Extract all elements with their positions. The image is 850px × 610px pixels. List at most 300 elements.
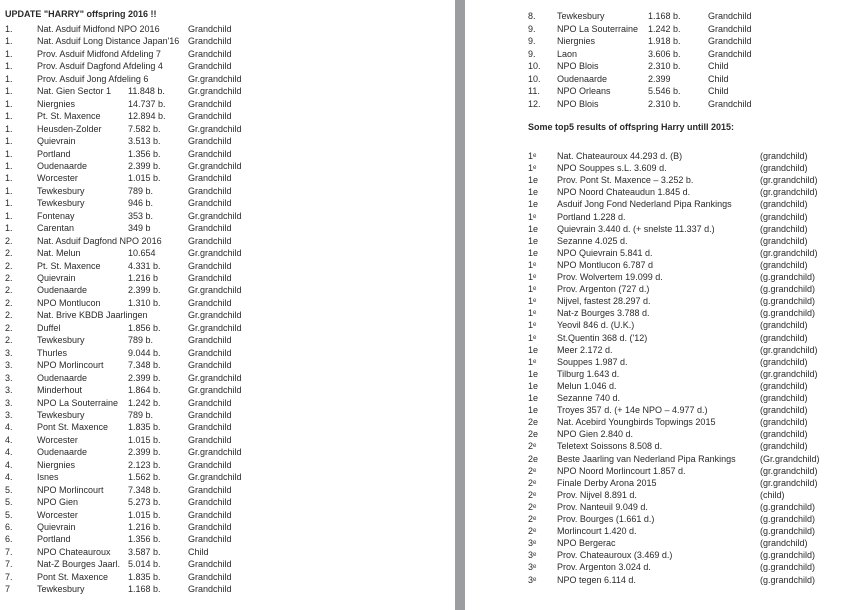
birds-count: 2.399 [648,73,671,84]
race-name: Tewkesbury [37,335,85,346]
birds-count: 2.399 b. [128,447,161,458]
birds-count: 2.399 b. [128,285,161,296]
list-item [0,135,455,147]
race-name: NPO Montlucon [37,297,101,308]
result: Beste Jaarling van Nederland Pipa Rankings [557,453,736,464]
rank: 2e [528,453,539,464]
relation: (gr.grandchild) [760,477,818,488]
rank: 3ᵉ [528,562,537,573]
rank: 3. [5,372,13,383]
relation: Grandchild [188,347,232,358]
relation: (grandchild) [760,320,808,331]
relation: Grandchild [188,148,232,159]
list-item [0,384,455,396]
rank: 1e [528,247,539,258]
rank: 2ᵉ [528,514,537,524]
relation: Gr.grandchild [188,472,242,483]
relation: (Gr.grandchild) [760,453,820,464]
relation: (grandchild) [760,405,808,416]
rank: 6. [5,522,13,532]
relation: (grandchild) [760,223,808,234]
relation: (grandchild) [760,356,808,367]
list-item [0,35,455,47]
relation: Grandchild [188,584,232,595]
relation: (g.grandchild) [760,284,816,295]
race-name: Oudenaarde [37,372,88,383]
relation: Grandchild [188,360,232,371]
result: Morlincourt 1.420 d. [557,526,637,537]
result: Sezanne 740 d. [557,393,621,403]
relation: Gr.grandchild [188,310,242,321]
rank: 1. [5,223,13,234]
relation: (gr.grandchild) [760,368,818,379]
race-name: Quievrain [37,522,76,532]
list-item [0,459,455,471]
relation: Grandchild [188,422,232,433]
relation: Grandchild [708,23,752,34]
list-item [465,223,850,235]
list-item [465,525,850,537]
relation: (g.grandchild) [760,550,816,561]
rank: 1. [5,36,13,47]
birds-count: 7.582 b. [128,123,161,134]
result: Melun 1.046 d. [557,380,617,391]
rank: 10. [528,61,541,71]
rank: 1e [528,199,539,210]
rank: 10. [528,73,541,84]
relation: (child) [760,489,785,500]
list-item [465,477,850,489]
race-name: Tewkesbury [37,584,85,595]
rank: 4. [5,422,13,433]
birds-count: 1.835 b. [128,422,161,433]
race-name: NPO Blois [557,98,599,109]
list-item [465,23,850,35]
relation: Grandchild [188,235,232,246]
rank: 7. [5,546,13,557]
list-item [465,295,850,307]
list-item [0,496,455,508]
birds-count: 2.310 b. [648,61,681,71]
race-name: Oudenaarde [37,447,88,458]
list-item [465,98,850,110]
list-item [465,501,850,513]
rank: 1ᵉ [528,296,537,307]
result: Finale Derby Arona 2015 [557,477,657,488]
relation: Gr.grandchild [188,160,242,171]
list-item [465,174,850,186]
rank: 2. [5,335,13,346]
list-item [465,283,850,295]
list-item [0,334,455,346]
relation: (grandchild) [760,151,808,161]
rank: 2ᵉ [528,441,537,452]
result: Nat-z Bourges 3.788 d. [557,308,650,319]
relation: Grandchild [188,24,232,34]
race-name: Pont St. Maxence [37,422,109,433]
list-item [0,48,455,60]
result: Yeovil 846 d. (U.K.) [557,320,635,331]
rank: 2. [5,285,13,296]
right-page [465,0,850,610]
result: Asduif Jong Fond Nederland Pipa Rankings [557,199,732,210]
race-name: Nat. Asduif Midfond NPO 2016 [37,24,160,34]
list-item [0,197,455,209]
race-name: Carentan [37,223,75,234]
race-name: Niergnies [557,36,596,46]
rank: 3. [5,360,13,371]
rank: 2ᵉ [528,501,537,512]
result: Teletext Soissons 8.508 d. [557,441,663,452]
relation: (grandchild) [760,538,808,549]
relation: (g.grandchild) [760,514,816,524]
race-name: Heusden-Zolder [37,123,102,134]
relation: Gr.grandchild [188,86,242,97]
rank: 2e [528,417,539,428]
birds-count: 1.242 b. [128,397,161,408]
list-item [465,211,850,223]
list-item [465,368,850,380]
rank: 1e [528,235,539,246]
relation: (gr.grandchild) [760,247,818,258]
list-item [0,73,455,85]
race-name: Nat. Melun [37,248,81,259]
race-name: Pt. St. Maxence [37,111,101,122]
race-name: Nat. Brive KBDB Jaarlingen [37,310,148,321]
relation: Grandchild [188,559,232,570]
rank: 1. [5,123,13,134]
result: Nat. Acebird Youngbirds Topwings 2015 [557,417,716,428]
birds-count: 1.242 b. [648,23,681,34]
birds-count: 14.737 b. [128,98,166,109]
rank: 2. [5,322,13,333]
list-item [465,537,850,549]
list-item [465,271,850,283]
rank: 9. [528,23,536,34]
list-item [465,235,850,247]
list-item [0,533,455,545]
relation: Child [708,61,729,71]
list-item [0,484,455,496]
list-item [465,380,850,392]
relation: Grandchild [188,534,232,545]
rank: 1ᵉ [528,320,537,331]
list-item [0,185,455,197]
relation: Grandchild [188,185,232,196]
race-name: Quievrain [37,273,76,283]
race-name: NPO Gien [37,497,79,508]
list-item [465,73,850,85]
race-name: NPO Morlincourt [37,484,104,495]
relation: (grandchild) [760,393,808,403]
relation: (gr.grandchild) [760,344,818,355]
list-item [465,85,850,97]
relation: Gr.grandchild [188,385,242,396]
rank: 2. [5,310,13,321]
rank: 11. [528,86,540,96]
rank: 3. [5,347,13,358]
birds-count: 1.216 b. [128,522,161,532]
birds-count: 12.894 b. [128,111,166,122]
relation: Grandchild [188,48,232,59]
relation: Gr.grandchild [188,248,242,259]
relation: (grandchild) [760,259,808,270]
relation: Grandchild [188,111,232,122]
rank: 1. [5,185,13,196]
list-item [465,186,850,198]
list-item [465,549,850,561]
relation: Grandchild [188,397,232,408]
result: NPO Bergerac [557,538,616,549]
result: Prov. Chateauroux (3.469 d.) [557,550,673,561]
list-item [0,309,455,321]
birds-count: 1.168 b. [128,584,161,595]
race-name: NPO Chateauroux [37,546,111,557]
rank: 1. [5,210,13,221]
list-item [0,98,455,110]
relation: (g.grandchild) [760,562,816,573]
rank: 4. [5,434,13,445]
race-name: Nat-Z Bourges Jaarl. [37,559,121,570]
rank: 3. [5,385,13,396]
birds-count: 1.562 b. [128,472,161,483]
result: St.Quentin 368 d. ('12) [557,332,648,343]
relation: Grandchild [188,434,232,445]
rank: 1e [528,393,539,403]
relation: (grandchild) [760,380,808,391]
rank: 4. [5,447,13,458]
birds-count: 9.044 b. [128,347,161,358]
rank: 5. [5,509,13,520]
relation: Grandchild [188,36,232,47]
list-item [465,198,850,210]
rank: 1e [528,405,539,416]
rank: 1. [5,86,13,97]
race-name: Pt. St. Maxence [37,260,101,271]
race-name: Isnes [37,472,59,483]
list-item [0,284,455,296]
relation: Grandchild [708,98,752,109]
relation: Grandchild [188,459,232,470]
list-item [0,272,455,284]
list-item [465,513,850,525]
rank: 2. [5,248,13,259]
rank: 1e [528,368,539,379]
birds-count: 349 b [128,223,151,234]
result: Prov. Bourges (1.661 d.) [557,514,655,524]
relation: Gr.grandchild [188,123,242,134]
result: NPO Gien 2.840 d. [557,429,634,440]
rank: 1. [5,173,13,184]
birds-count: 7.348 b. [128,484,161,495]
rank: 2ᵉ [528,477,537,488]
birds-count: 4.331 b. [128,260,161,271]
birds-count: 1.356 b. [128,534,161,545]
relation: Gr.grandchild [188,447,242,458]
race-name: NPO La Souterraine [37,397,119,408]
race-name: Tewkesbury [37,185,85,196]
list-item [465,150,850,162]
birds-count: 1.310 b. [128,297,161,308]
list-item [0,421,455,433]
relation: (grandchild) [760,332,808,343]
list-item [0,172,455,184]
relation: Grandchild [708,48,752,59]
rank: 1ᵉ [528,308,537,319]
birds-count: 1.864 b. [128,385,161,396]
race-name: NPO Blois [557,61,599,71]
relation: Grandchild [188,61,232,72]
result: NPO Quievrain 5.841 d. [557,247,653,258]
birds-count: 353 b. [128,210,154,221]
rank: 1e [528,187,539,198]
rank: 2. [5,273,13,283]
rank: 2. [5,235,13,246]
list-item [465,404,850,416]
list-item [0,409,455,421]
rank: 12. [528,98,541,109]
list-item [465,440,850,452]
list-item [465,465,850,477]
race-name: Quievrain [37,136,76,147]
relation: (g.grandchild) [760,526,816,537]
race-name: Tewkesbury [37,409,85,420]
rank: 1. [5,48,13,59]
list-item [465,307,850,319]
relation: Grandchild [188,173,232,184]
birds-count: 789 b. [128,335,154,346]
race-name: Oudenaarde [37,285,88,296]
relation: (grandchild) [760,417,808,428]
relation: Grandchild [188,223,232,234]
list-item [465,60,850,72]
birds-count: 11.848 b. [128,86,165,97]
list-item [465,247,850,259]
list-item [465,574,850,586]
birds-count: 1.835 b. [128,571,161,582]
rank: 2ᵉ [528,465,537,476]
relation: Gr.grandchild [188,322,242,333]
birds-count: 3.606 b. [648,48,681,59]
race-name: Niergnies [37,459,76,470]
list-item [0,583,455,595]
birds-count: 3.513 b. [128,136,161,147]
rank: 1ᵉ [528,356,537,367]
list-item [465,356,850,368]
list-item [465,561,850,573]
relation: (grandchild) [760,441,808,452]
birds-count: 1.015 b. [128,434,161,445]
relation: (grandchild) [760,211,808,222]
rank: 1ᵉ [528,332,537,343]
rank: 2e [528,429,539,440]
result: Sezanne 4.025 d. [557,235,628,246]
relation: Grandchild [188,509,232,520]
relation: (g.grandchild) [760,272,816,282]
result: NPO Noord Chateaudun 1.845 d. [557,187,691,198]
race-name: Prov. Asduif Midfond Afdeling 7 [37,48,161,59]
result: Quievrain 3.440 d. (+ snelste 11.337 d.) [557,223,715,234]
rank: 1ᵉ [528,151,537,161]
relation: Grandchild [188,98,232,109]
result: Prov. Wolvertem 19.099 d. [557,272,663,282]
birds-count: 5.546 b. [648,86,681,96]
rank: 1. [5,136,13,147]
relation: Grandchild [708,36,752,46]
rank: 1ᵉ [528,272,537,282]
list-item [0,210,455,222]
race-name: Oudenaarde [557,73,608,84]
relation: Child [188,546,209,557]
race-name: Prov. Asduif Jong Afdeling 6 [37,73,149,84]
list-item [0,110,455,122]
list-item [0,359,455,371]
birds-count: 1.356 b. [128,148,161,159]
birds-count: 1.015 b. [128,173,161,184]
race-name: Nat. Gien Sector 1 [37,86,112,97]
relation: (grandchild) [760,235,808,246]
rank: 3. [5,409,13,420]
race-name: Nat. Asduif Long Distance Japan'16 [37,36,180,47]
relation: Grandchild [188,484,232,495]
list-item [0,222,455,234]
birds-count: 2.399 b. [128,160,161,171]
birds-count: 7.348 b. [128,360,161,371]
list-item [0,23,455,35]
list-item [0,571,455,583]
result: Troyes 357 d. (+ 14e NPO – 4.977 d.) [557,405,708,416]
result: NPO tegen 6.114 d. [557,574,636,585]
relation: Gr.grandchild [188,372,242,383]
rank: 1ᵉ [528,211,537,222]
rank: 7. [5,559,13,570]
relation: (grandchild) [760,199,808,210]
birds-count: 2.310 b. [648,98,681,109]
race-name: NPO Orleans [557,86,611,96]
rank: 1. [5,73,13,84]
list-item [465,428,850,440]
race-name: Laon [557,48,578,59]
race-name: Minderhout [37,385,83,396]
race-name: Tewkesbury [557,11,605,21]
list-item [0,347,455,359]
relation: (g.grandchild) [760,501,816,512]
list-item [0,85,455,97]
rank: 1e [528,175,539,186]
top5-heading: Some top5 results of offspring Harry untill 2015: [528,122,735,132]
relation: Gr.grandchild [188,285,242,296]
rank: 1ᵉ [528,259,537,270]
result: NPO Montlucon 6.787 d [557,259,654,270]
result: Souppes 1.987 d. [557,356,628,367]
birds-count: 2.399 b. [128,372,161,383]
relation: (g.grandchild) [760,308,816,319]
race-name: Worcester [37,173,78,184]
race-name: Duffel [37,322,61,333]
rank: 4. [5,472,13,483]
relation: Gr.grandchild [188,73,242,84]
list-item [465,259,850,271]
list-item [465,344,850,356]
rank: 5. [5,497,13,508]
race-name: Thurles [37,347,68,358]
result: Prov. Pont St. Maxence – 3.252 b. [557,175,694,186]
list-item [0,260,455,272]
relation: (grandchild) [760,163,808,174]
rank: 1. [5,160,13,171]
list-item [0,509,455,521]
list-item [0,322,455,334]
